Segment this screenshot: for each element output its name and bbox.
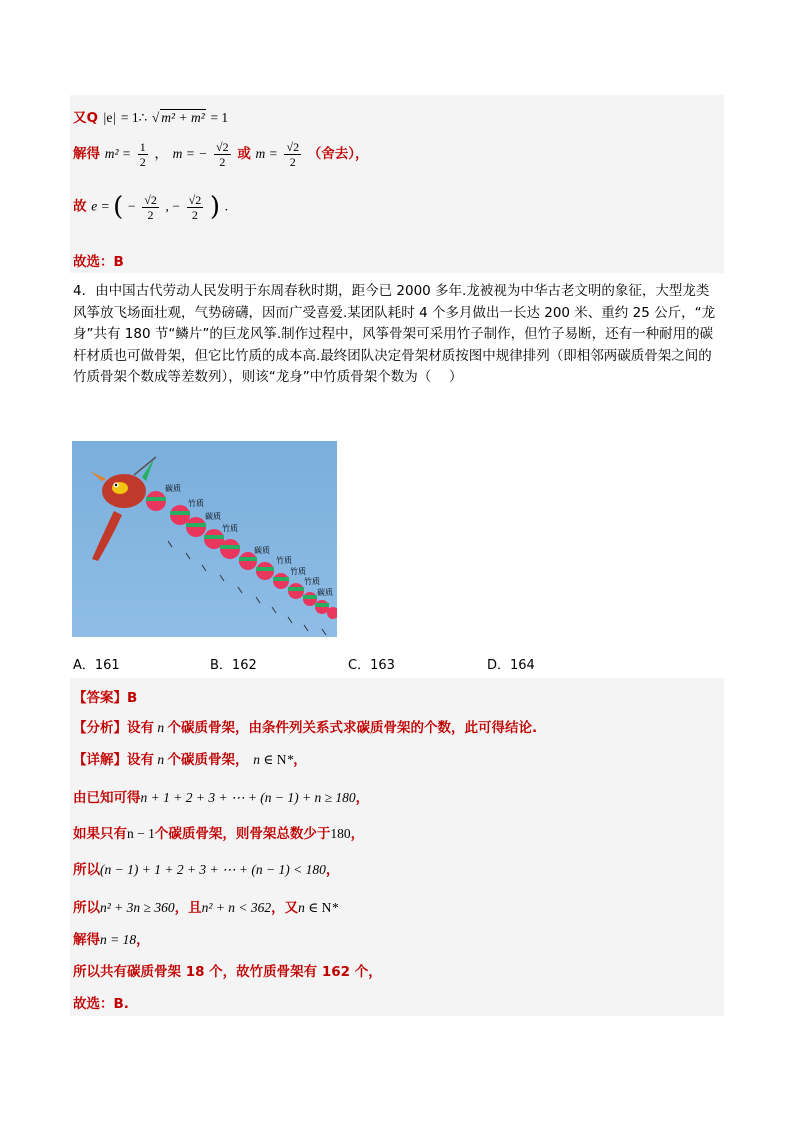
image-label-6: 竹质: [276, 556, 292, 565]
solution-line-1: 又Q |e| = 1∴ √ m² + m² = 1: [73, 110, 229, 126]
question-text: 4．由中国古代劳动人民发明于东周春秋时期，距今已 2000 多年.龙被视为中华古老文明的象征，大型龙类风筝放飞场面壮观，气势磅礴，因而广受喜爱.某团队耗时 4 个多月做出一长达 200 米、重约 25 公斤，“龙身”共有 180 节“鳞片”的巨龙风筝.制作过程中，风筝骨架可采用竹子制作，但竹子易断，还有一种耐用的碳杆材质也可做骨架，但它比竹质的成本高.最终团队决定骨架材质按图中规律排列（即相邻两碳质骨架之间的竹质骨架个数成等差数列），则该“龙身”中竹质骨架个数为（ ）: [73, 283, 716, 385]
derivation-line-4: 所以n² + 3n ≥ 360，且n² + n < 362，又n ∈ N*: [73, 900, 339, 916]
derivation-line-6: 所以共有碳质骨架 18 个，故竹质骨架有 162 个，: [73, 964, 382, 980]
derivation-line-2: 如果只有n − 1个碳质骨架，则骨架总数少于180，: [73, 826, 365, 842]
derivation-line-7: 故选：B.: [73, 996, 129, 1012]
image-label-4: 竹质: [222, 524, 238, 533]
detail-line: 【详解】设有 n 个碳质骨架， n ∈ N*，: [73, 752, 307, 768]
image-label-7: 竹质: [290, 567, 306, 576]
option-d[interactable]: D．164: [487, 658, 535, 673]
derivation-line-3: 所以(n − 1) + 1 + 2 + 3 + ⋯ + (n − 1) < 180，: [73, 862, 340, 878]
option-c[interactable]: C．163: [348, 658, 395, 673]
image-label-2: 竹质: [188, 499, 204, 508]
derivation-line-1: 由已知可得n + 1 + 2 + 3 + ⋯ + (n − 1) + n ≥ 180，: [73, 790, 370, 806]
option-a[interactable]: A．161: [73, 658, 120, 673]
solution-line-3: 故 e = ( − $\frac{√2}{2}$ , − $\frac{√2}{2}$ ) .: [73, 192, 229, 222]
image-label-5: 碳质: [254, 546, 270, 555]
image-label-1: 碳质: [165, 484, 181, 493]
option-b[interactable]: B．162: [210, 658, 257, 673]
derivation-line-5: 解得n = 18，: [73, 932, 150, 948]
image-label-9: 碳质: [317, 588, 333, 597]
analysis-line: 【分析】设有 n 个碳质骨架，由条件列关系式求碳质骨架的个数，此可得结论.: [73, 720, 538, 736]
image-label-3: 碳质: [205, 512, 221, 521]
solution-line-2: 解得 m² = $\frac{1}{2}$ ， m = − $\frac{√2}{2}$ 或 m = $\frac{√2}{2}$ （舍去），: [73, 140, 369, 169]
dragon-kite-photo: [72, 441, 337, 637]
solution-line-4: 故选：B: [73, 254, 124, 270]
answer-line: 【答案】B: [73, 690, 138, 706]
image-label-8: 竹质: [304, 577, 320, 586]
